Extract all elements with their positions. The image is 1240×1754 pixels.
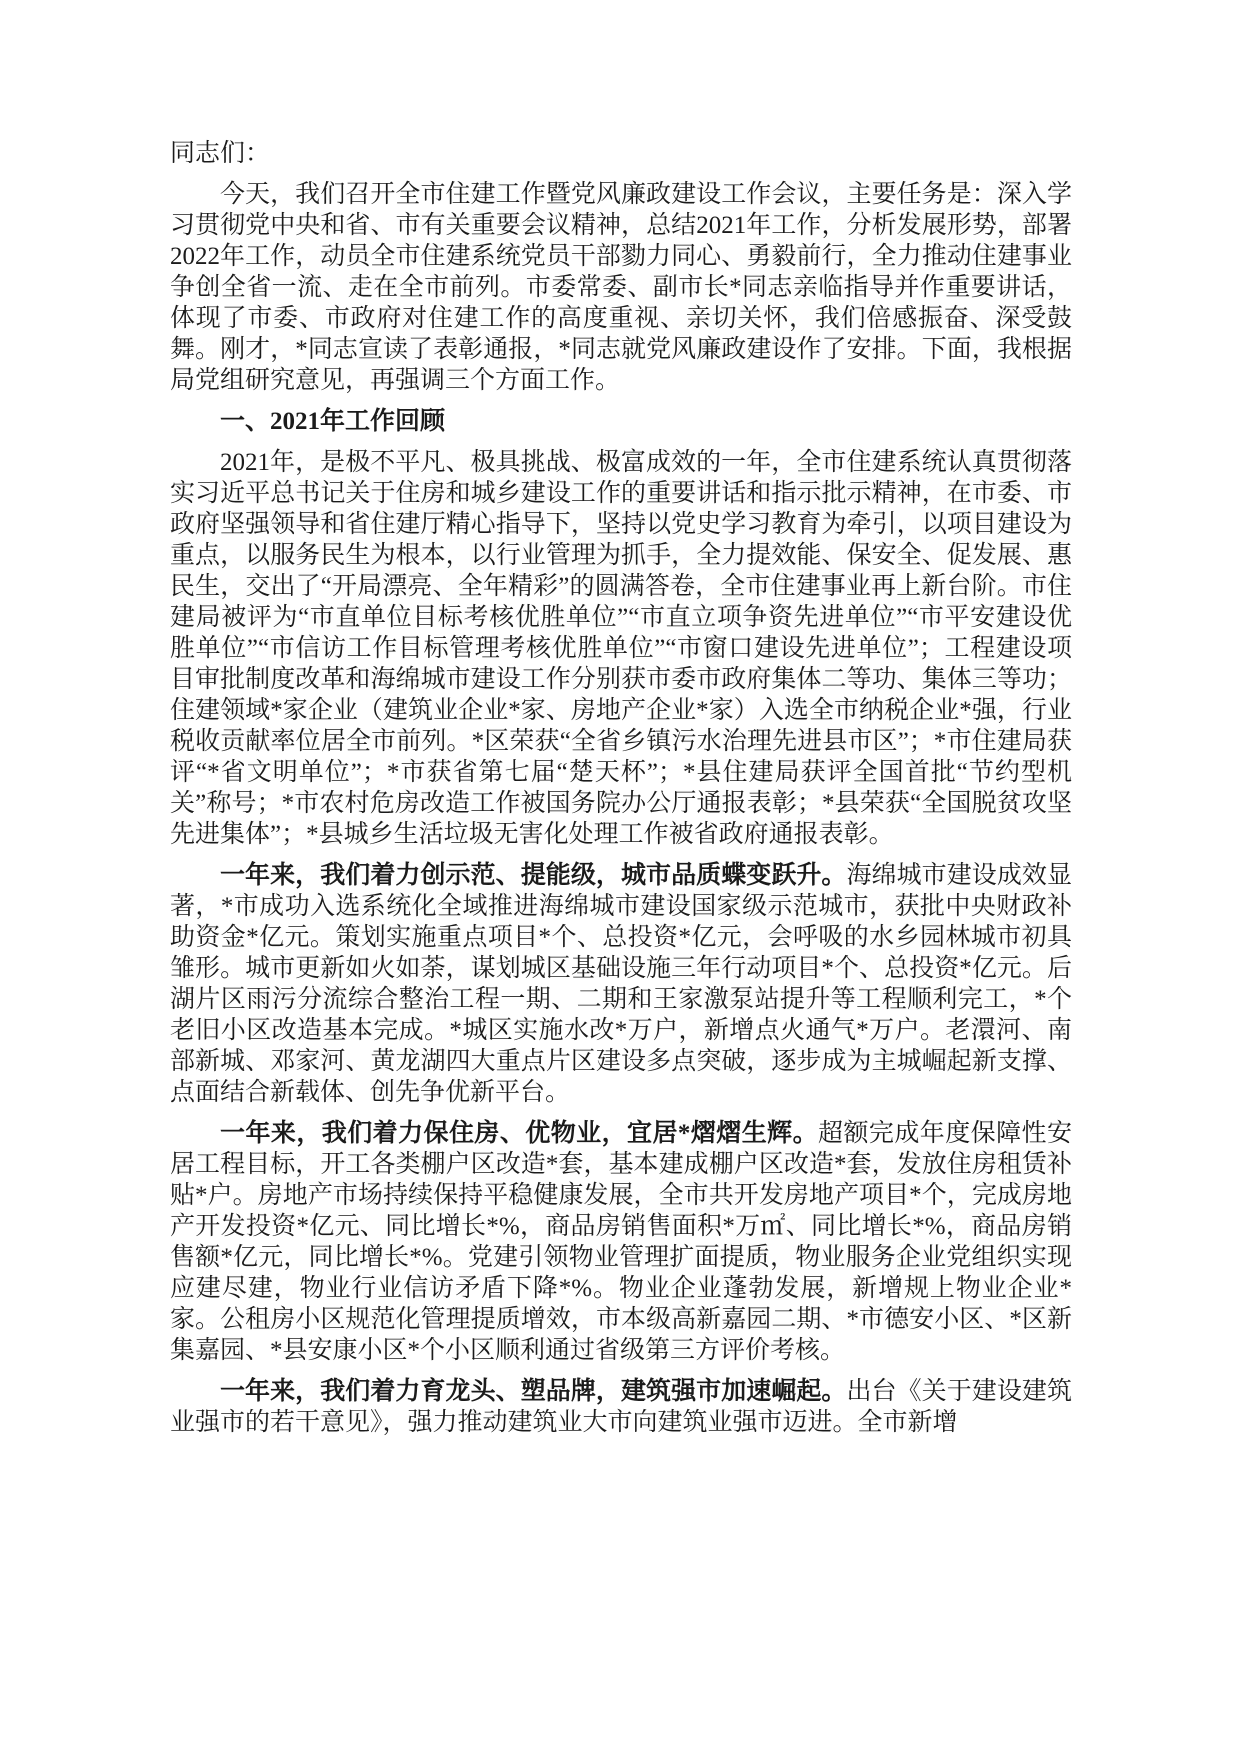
salutation-text: 同志们：: [170, 140, 271, 167]
paragraph-housing-property-lead: 一年来，我们着力保住房、优物业，宜居*熠熠生辉。: [220, 1120, 819, 1147]
section-heading-2021-review: 一、2021年工作回顾: [220, 408, 446, 435]
paragraph-construction-industry-body: 出台《关于建设建筑业强市的若干意见》，强力推动建筑业大市向建筑业强市迈进。全市新增: [170, 1378, 1072, 1436]
paragraph-construction-industry: [170, 1376, 1072, 1438]
paragraph-housing-property: [170, 1118, 1072, 1366]
paragraph-construction-industry-lead: 一年来，我们着力育龙头、塑品牌，建筑强市加速崛起。: [220, 1378, 847, 1405]
paragraph-city-quality-body: 海绵城市建设成效显著，*市成功入选系统化全域推进海绵城市建设国家级示范城市，获批中央财政补助资金*亿元。策划实施重点项目*个、总投资*亿元，会呼吸的水乡园林城市初具雏形。城市更新如火如荼，谋划城区基础设施三年行动项目*个、总投资*亿元。后湖片区雨污分流综合整治工程一期、二期和王家激泵站提升等工程顺利完工，*个老旧小区改造基本完成。*城区实施水改*万户，新增点火通气*万户。老澴河、南部新城、邓家河、黄龙湖四大重点片区建设多点突破，逐步成为主城崛起新支撑、点面结合新载体、创先争优新平台。: [170, 862, 1072, 1106]
paragraph-city-quality-lead: 一年来，我们着力创示范、提能级，城市品质蝶变跃升。: [220, 862, 847, 889]
intro-paragraph: 今天，我们召开全市住建工作暨党风廉政建设工作会议，主要任务是：深入学习贯彻党中央和省、市有关重要会议精神，总结2021年工作，分析发展形势，部署2022年工作，动员全市住建系统党员干部勠力同心、勇毅前行，全力推动住建事业争创全省一流、走在全市前列。市委常委、副市长*同志亲临指导并作重要讲话，体现了市委、市政府对住建工作的高度重视、亲切关怀，我们倍感振奋、深受鼓舞。刚才，*同志宣读了表彰通报，*同志就党风廉政建设作了安排。下面，我根据局党组研究意见，再强调三个方面工作。: [170, 181, 1072, 394]
review-2021-paragraph: 2021年，是极不平凡、极具挑战、极富成效的一年，全市住建系统认真贯彻落实习近平总书记关于住房和城乡建设工作的重要讲话和指示批示精神，在市委、市政府坚强领导和省住建厅精心指导下，坚持以党史学习教育为牵引，以项目建设为重点，以服务民生为根本，以行业管理为抓手，全力提效能、保安全、促发展、惠民生，交出了“开局漂亮、全年精彩”的圆满答卷，全市住建事业再上新台阶。市住建局被评为“市直单位目标考核优胜单位”“市直立项争资先进单位”“市平安建设优胜单位”“市信访工作目标管理考核优胜单位”“市窗口建设先进单位”；工程建设项目审批制度改革和海绵城市建设工作分别获市委市政府集体二等功、集体三等功；住建领域*家企业（建筑业企业*家、房地产企业*家）入选全市纳税企业*强，行业税收贡献率位居全市前列。*区荣获“全省乡镇污水治理先进县市区”；*市住建局获评“*省文明单位”；*市获省第七届“楚天杯”；*县住建局获评全国首批“节约型机关”称号；*市农村危房改造工作被国务院办公厅通报表彰；*县荣获“全国脱贫攻坚先进集体”；*县城乡生活垃圾无害化处理工作被省政府通报表彰。: [170, 449, 1072, 848]
salutation: [170, 138, 1072, 169]
paragraph-housing-property-body: 超额完成年度保障性安居工程目标，开工各类棚户区改造*套，基本建成棚户区改造*套，发放住房租赁补贴*户。房地产市场持续保持平稳健康发展，全市共开发房地产项目*个，完成房地产开发投资*亿元、同比增长*%，商品房销售面积*万㎡、同比增长*%，商品房销售额*亿元，同比增长*%。党建引领物业管理扩面提质，物业服务企业党组织实现应建尽建，物业行业信访矛盾下降*%。物业企业蓬勃发展，新增规上物业企业*家。公租房小区规范化管理提质增效，市本级高新嘉园二期、*市德安小区、*区新集嘉园、*县安康小区*个小区顺利通过省级第三方评价考核。: [170, 1120, 1072, 1364]
paragraph-city-quality: [170, 860, 1072, 1108]
